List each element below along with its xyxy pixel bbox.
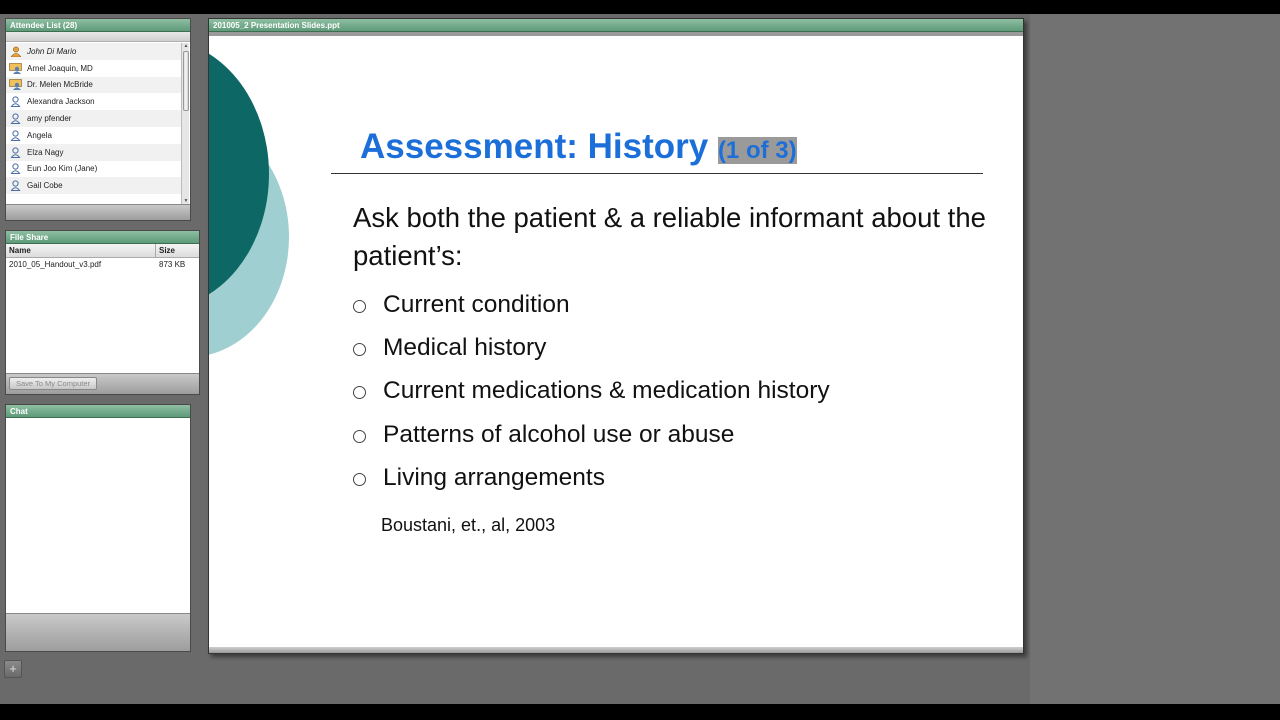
attendee-row[interactable] <box>6 144 182 161</box>
slide-intro: Ask both the patient & a reliable informant about the patient’s: <box>353 202 986 271</box>
bullet-item <box>353 370 830 413</box>
attendee-row[interactable] <box>6 127 182 144</box>
user-icon <box>9 180 22 191</box>
user-icon <box>9 130 22 141</box>
bullet-circle-icon <box>353 300 366 313</box>
attendee-row[interactable] <box>6 93 182 110</box>
title-divider <box>331 173 983 174</box>
meeting-stage <box>0 14 1280 704</box>
attendee-name: Gail Cobe <box>27 181 63 191</box>
scrollbar-thumb[interactable] <box>183 51 189 111</box>
attendee-name: Elza Nagy <box>27 147 64 157</box>
add-pod-button[interactable]: + <box>4 660 22 678</box>
attendee-list <box>6 43 182 203</box>
column-name-header[interactable]: Name <box>6 244 156 257</box>
slide-title-sub: (1 of 3) <box>717 137 797 164</box>
attendee-name: Dr. Melen McBride <box>27 80 93 90</box>
slide-citation: Boustani, et., al, 2003 <box>381 515 556 535</box>
user-icon <box>9 163 22 174</box>
file-share-title: File Share <box>6 231 199 244</box>
file-name: 2010_05_Handout_v3.pdf <box>9 260 102 269</box>
presenter-icon <box>9 79 22 90</box>
attendee-name: Arnel Joaquin, MD <box>27 63 93 73</box>
presentation-title: 201005_2 Presentation Slides.ppt <box>209 19 1023 32</box>
slide <box>209 37 1023 647</box>
slide-title-main: Assessment: History <box>360 127 709 166</box>
attendee-row[interactable] <box>6 177 182 194</box>
file-size: 873 KB <box>159 260 186 269</box>
bullet-item <box>353 283 830 326</box>
user-icon <box>9 147 22 158</box>
user-icon <box>9 113 22 124</box>
attendee-list-title: Attendee List (28) <box>6 19 190 32</box>
attendee-row[interactable] <box>6 43 182 60</box>
attendee-row[interactable] <box>6 77 182 94</box>
file-share-panel <box>5 230 200 395</box>
bullet-item <box>353 326 830 369</box>
attendee-list-toolbar <box>6 32 190 42</box>
presentation-footer <box>209 647 1023 653</box>
presentation-panel <box>208 18 1024 654</box>
file-table-header <box>6 244 199 258</box>
attendee-name: Eun Joo Kim (Jane) <box>27 164 98 174</box>
bullet-circle-icon <box>353 430 366 443</box>
presenter-icon <box>9 63 22 74</box>
save-to-computer-button[interactable]: Save To My Computer <box>9 377 97 390</box>
file-share-footer <box>6 373 199 394</box>
bullet-item <box>353 413 830 456</box>
attendee-row[interactable] <box>6 161 182 178</box>
attendee-name: John Di Mario <box>27 46 77 56</box>
bullet-text: Patterns of alcohol use or abuse <box>383 420 735 448</box>
stage-right-area <box>1030 14 1280 704</box>
attendee-name: Alexandra Jackson <box>27 97 95 107</box>
chat-title: Chat <box>6 405 190 418</box>
bullet-text: Current condition <box>383 290 570 318</box>
chat-panel <box>5 404 191 652</box>
bullet-text: Current medications & medication history <box>383 377 830 405</box>
attendee-row[interactable] <box>6 110 182 127</box>
bullet-circle-icon <box>353 473 366 486</box>
scroll-up-icon[interactable]: ▲ <box>183 43 189 49</box>
attendee-name: Angela <box>27 130 52 140</box>
attendee-row[interactable] <box>6 60 182 77</box>
user-icon <box>9 96 22 107</box>
scroll-down-icon[interactable]: ▼ <box>183 198 189 204</box>
chat-input-area[interactable] <box>6 613 190 651</box>
host-icon <box>9 46 22 57</box>
column-size-header[interactable]: Size <box>159 246 176 255</box>
attendee-scrollbar[interactable] <box>181 43 189 205</box>
bullet-item <box>353 457 830 500</box>
bullet-circle-icon <box>353 343 366 356</box>
bullet-text: Living arrangements <box>383 464 605 492</box>
slide-title <box>360 127 797 167</box>
file-row[interactable] <box>6 258 199 272</box>
presentation-toolbar <box>209 32 1023 36</box>
attendee-list-footer <box>6 204 190 220</box>
bullet-text: Medical history <box>383 334 547 362</box>
attendee-name: amy pfender <box>27 114 72 124</box>
attendee-list-panel <box>5 18 191 221</box>
bullet-circle-icon <box>353 386 366 399</box>
bullet-list <box>353 283 830 500</box>
